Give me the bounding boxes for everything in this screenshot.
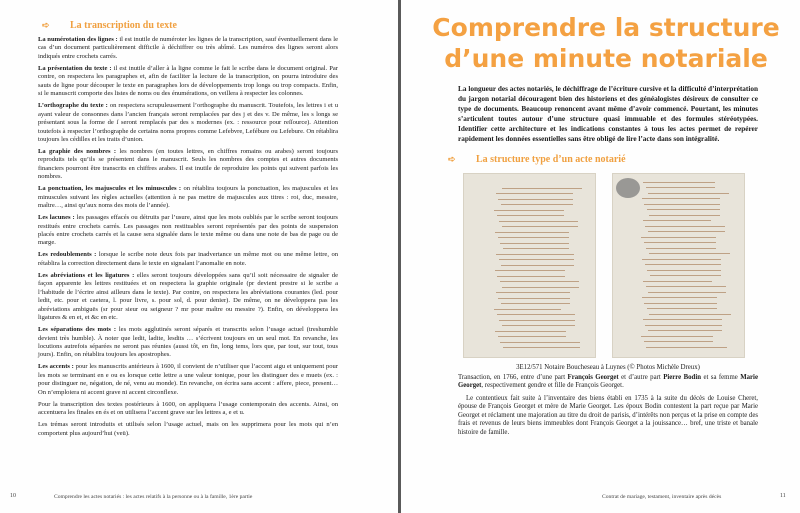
handwriting-line [497,314,576,315]
rule-paragraph [38,102,338,144]
intro-paragraph: La longueur des actes notariés, le déchiffrage de l’écriture cursive et la difficulté d’interprétation du jargon notarial découragent bien des historiens et des généalogistes désireux de consulter ce type de documents. Beaucoup renoncent avant même d’avoir commencé. Pourtant, les minutes s’articulent toutes autour d’une structure quasi immuable et des formules stéréotypées. Identifier cette architecture et les indications constantes à tous les actes permet de repérer rapidement les données essentielles sans être obligé de lire l’acte dans son intégralité. [458,85,758,144]
rule-lead: La numérotation des lignes : [38,36,118,43]
handwriting-line [645,325,722,326]
handwriting-line [646,347,727,348]
handwriting-line [498,237,570,238]
rule-text: on respectera scrupuleusement l’orthographe du manuscrit. Toutefois, les lettres i et u ayant valeur de consonnes dans l’ancien français seront remplacées par des j et des v. De même, les s longs se présentant sous la forme de ſ seront remplacés par des s modernes (ex. : ressource pour reſſource). Attention toutefois à respecter l’orthographe de certains noms propres comme Lefebvre, Lefébure ou Lefebure. On rétablira toujours les cédilles et les traits d’union. [38,102,338,143]
handwriting-line [642,259,721,260]
handwriting-line [645,226,725,227]
handwriting-line [503,347,581,348]
rule-text: il est inutile de numéroter les lignes de la transcription, sauf éventuellement dans le cas d’un document particulièrement difficile à déchiffrer ou très abîmé. Les numéros des lignes seront alors indiqués entre crochets carrés. [38,36,338,60]
rule-text: elles seront toujours développées sans qu’il soit nécessaire de signaler de façon apparente les lettres restituées et on respectera la graphie originale (pr devient prestre si le scribe a l’habitude de l’écrire ainsi ailleurs dans le texte). Par contre, on respectera les abréviations courantes (led. pour ledit, etc. pour et caetera, l. pour livre, s. pour sol, d. pour denier). De même, on ne développera pas les abréviations ambiguës (sr pour sieur ou seigneur ? mr pour maître ou messire ?). Enfin, on développera les ligatures & en et, et &c en etc. [38,271,338,322]
handwriting-line [500,243,569,244]
handwriting-line [649,253,731,254]
arrow-bullet-icon: ➪ [42,20,50,30]
handwriting-line [642,198,721,199]
rule-lead: Les redoublements : [38,251,97,259]
chapter-title-line1: Comprendre la structure [432,13,780,42]
handwriting-line [648,330,723,331]
handwriting-line [499,221,578,222]
paragraph-list [38,36,338,438]
handwriting-line [496,193,574,194]
handwriting-line [644,303,717,304]
handwriting-line [642,297,718,298]
rule-lead: Les abréviations et les ligatures : [38,271,135,279]
handwriting-line [498,199,573,200]
seal-stamp-icon [616,178,640,198]
handwriting-line [647,270,721,271]
rule-lead: La présentation du texte : [38,64,112,72]
footer-right: Contrat de mariage, testament, inventaire après décès [602,494,722,500]
handwriting-line [646,248,716,249]
handwriting-line [499,320,575,321]
rule-lead: La ponctuation, les majuscules et les minuscules : [38,185,182,193]
body-paragraph: Le contentieux fait suite à l’inventaire des biens établi en 1735 à la suite du décès de Louise Cheret, épouse de François Georget et mère de Marie Georget. Les époux Bodin contestent la part reçue par Marie Georget et réclament une majoration au titre du droit de parisis, d’intérêts non perçus et la prise en compte des frais et revenus de leurs biens immeubles dont François Georget a la jouissance… bref, une triste et banale histoire de famille. [458,394,758,436]
footer-left: Comprendre les actes notariés : les actes relatifs à la personne ou à la famille, 1ère partie [54,494,253,500]
handwriting-line [502,325,576,326]
rule-lead: L’orthographe du texte : [38,102,108,110]
rule-text: pour les manuscrits antérieurs à 1600, il convient de n’utiliser que l’accent aigu et uniquement pour les mots se terminant en e ou es lorsque cette lettre a une valeur tonique, pour les distinguer des e muets (ex. : pour distinguer ne, négation, de né, venu au monde). En revanche, on écrira sans accent : affere, piece, present… On n’emploiera ni accent grave ni accent circonflexe. [38,363,338,396]
handwriting-line [501,204,574,205]
manuscript-photo-right [612,173,745,358]
transaction-paragraph [458,374,758,391]
page-number-right: 11 [780,493,786,499]
left-column [38,20,338,441]
rule-text: lorsque le scribe note deux fois par inadvertance un même mot ou une même lettre, on rétablira la correction directement dans le texte en signalant l’anomalie en note. [38,251,338,267]
rule-text: les passages effacés ou détruits par l’usure, ainsi que les mots oubliés par le scribe seront toujours restitués entre crochets carrés. Les passages non restituables seront représentés par des points de suspension placés entre crochets carrés et la cause sera signalée dans le texte même ou dans une note de bas de page ou de marge. [38,214,338,247]
rule-lead: Les accents : [38,363,74,371]
section-heading-structure [444,154,758,165]
manuscript-photos [463,173,745,358]
handwriting-line [641,237,716,238]
handwriting-line [501,303,571,304]
text: , respectivement gendre et fille de François Georget. [481,382,624,390]
rule-text: les mots agglutinés seront séparés et transcrits selon l’usage actuel (treshumble devient très humble). À noter que ledit, ladite, lesdits … s’écrivent toujours en un seul mot. En revanche, les locutions autrefois séparées ne seront pas réunies (aussi tôt, en fin, long tems, lors que, par tout, sur tout, tous jours). Enfin, on rétablira toujours les apostrophes. [38,326,338,359]
handwriting-line [498,298,570,299]
handwriting-line [644,204,720,205]
person-name: Marie Georget [458,373,758,390]
text: et d’autre part [618,373,664,381]
handwriting-line [501,265,574,266]
chapter-title [426,12,786,74]
handwriting-line [644,341,714,342]
handwriting-line [650,275,722,276]
rule-paragraph [38,251,338,268]
handwriting-line [643,182,715,183]
arrow-bullet-icon: ➪ [448,153,456,164]
handwriting-line [649,314,731,315]
rule-paragraph [38,36,338,61]
handwriting-line [648,292,726,293]
handwriting-line [495,331,566,332]
handwriting-line [496,292,571,293]
handwriting-line [495,232,569,233]
handwriting-line [646,286,727,287]
handwriting-line [502,226,579,227]
handwriting-line [499,259,575,260]
section-heading-transcription [38,20,338,31]
rule-text: Pour la transcription des textes postérieurs à 1600, on appliquera l’usage contemporain des accents. Ainsi, on accentuera les finales en és et on utilisera l’accent grave sur les lettres a, e et u. [38,400,338,417]
rule-text: on rétablira toujours la ponctuation, les majuscules et les minuscules suivant les règles actuelles (attention à ne pas mettre de majuscules aux titres : roi, duc, messire, maître…, ainsi qu’aux noms des mois de l’année). [38,185,338,210]
handwriting-line [497,215,565,216]
right-column [432,10,780,441]
rule-paragraph [38,401,338,418]
handwriting-line [648,231,726,232]
rule-paragraph [38,185,338,210]
page-number-left: 10 [10,493,16,499]
handwriting-line [645,264,722,265]
text: Transaction, en 1766, entre d’une part [458,373,568,381]
handwriting-line [497,276,565,277]
handwriting-line [643,281,712,282]
handwriting-line [502,287,579,288]
rule-paragraph [38,363,338,397]
rule-paragraph [38,272,338,323]
handwriting-line [644,242,717,243]
handwriting-line [647,308,718,309]
handwriting-line [500,281,580,282]
rule-text: Les trémas seront introduits et utilisés selon l’usage actuel, mais on les supprimera pour les mots qui n’en comportent plus aujourd’hui (veü). [38,421,338,437]
handwriting-line [649,215,720,216]
handwriting-line [648,193,729,194]
handwriting-line [503,248,570,249]
section-title: La structure type d’un acte notarié [476,153,626,165]
handwriting-line [496,254,574,255]
handwriting-line [643,319,723,320]
handwriting-line [494,210,564,211]
rule-text: les nombres (en toutes lettres, en chiffres romains ou arabes) seront toujours reproduits tels qu’ils se présentent dans le manuscrit. Seuls les nombres des comptes et autres documents financiers pourront être transcrits en chiffres arabes. Il est inutile de reproduire les points qui suivent parfois les nombres. [38,147,338,181]
rule-text: il est inutile d’aller à la ligne comme le fait le scribe dans le document original. Par contre, on respectera les paragraphes et, afin de faciliter la lecture de la transcription, on pourra introduire des sauts de ligne pour découper le texte en paragraphes lors de développements trop longs ou trop compacts. Enfin, si le manuscrit comporte des listes de noms ou des énumérations, on veillera à respecter les colonnes. [38,64,338,98]
rule-lead: Les séparations des mots : [38,326,116,334]
person-name: Pierre Bodin [663,373,701,381]
handwriting-line [495,270,566,271]
handwriting-line [500,342,580,343]
section-title: La transcription du texte [70,20,177,31]
rule-paragraph [38,326,338,360]
manuscript-photo-left [463,173,596,358]
person-name: François Georget [567,373,619,381]
handwriting-line [494,309,561,310]
rule-paragraph [38,214,338,248]
photo-caption: 3E12/571 Notaire Boucheseau à Luynes (© Photos Michèle Dreux) [516,363,700,371]
handwriting-line [646,187,716,188]
chapter-title-line2: d’une minute notariale [444,44,768,73]
handwriting-line [502,188,582,189]
rule-paragraph [38,65,338,99]
handwriting-line [647,209,721,210]
rule-lead: Les lacunes : [38,214,75,222]
text: et sa femme [701,373,741,381]
rule-lead: La graphie des nombres : [38,147,117,155]
rule-paragraph [38,148,338,182]
handwriting-line [641,336,713,337]
left-page [0,0,398,513]
handwriting-line [498,336,567,337]
rule-paragraph [38,421,338,438]
handwriting-line [643,220,712,221]
